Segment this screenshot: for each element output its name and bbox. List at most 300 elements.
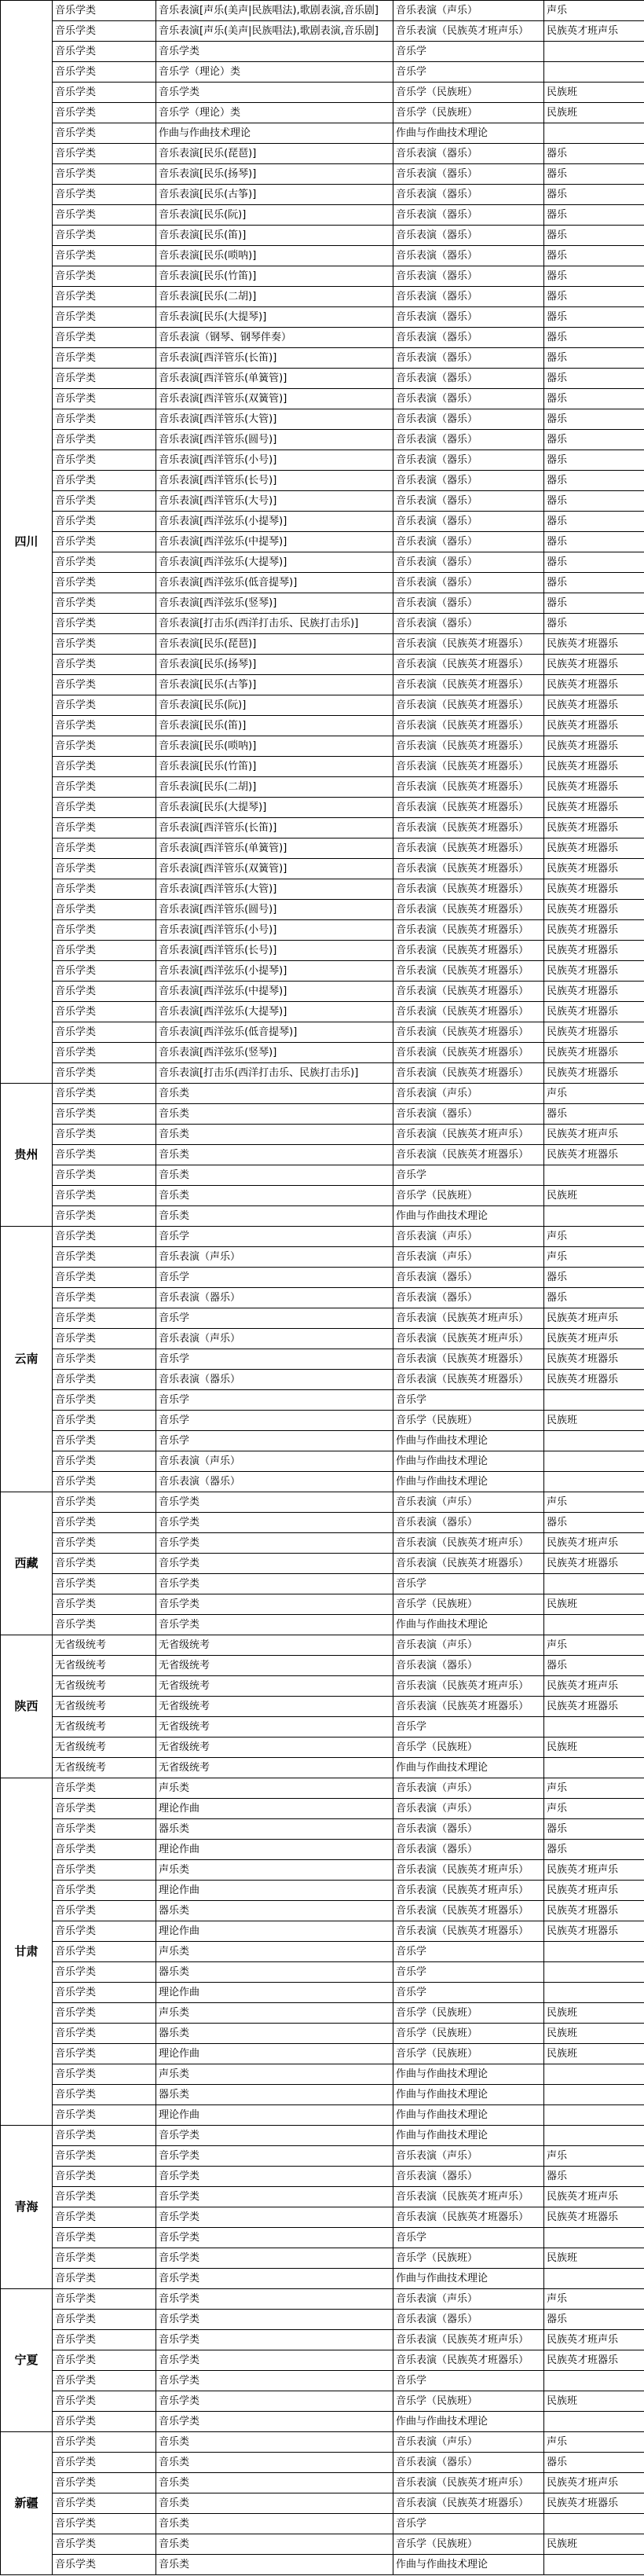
table-row — [1, 982, 644, 1002]
direction-cell — [544, 2105, 644, 2126]
major-cell: 作曲与作曲技术理论 — [393, 2126, 544, 2146]
exam-category-cell: 音乐学类 — [53, 2126, 156, 2146]
exam-category-cell: 音乐学类 — [53, 573, 156, 593]
table-row — [1, 328, 644, 348]
exam-category-cell: 音乐学类 — [53, 736, 156, 757]
exam-subject-cell: 音乐学类 — [156, 1513, 393, 1533]
major-cell: 音乐学 — [393, 1390, 544, 1411]
table-row — [1, 1962, 644, 1983]
table-row — [1, 1, 644, 21]
major-cell: 音乐表演（民族英才班器乐） — [393, 2493, 544, 2514]
major-cell: 音乐表演（器乐） — [393, 1104, 544, 1125]
exam-category-cell: 音乐学类 — [53, 2330, 156, 2350]
exam-subject-cell: 音乐表演[西洋管乐(圆号)] — [156, 430, 393, 450]
table-row — [1, 369, 644, 389]
province-cell: 甘肃 — [1, 1778, 53, 2126]
major-cell: 音乐表演（器乐） — [393, 1288, 544, 1308]
major-cell: 音乐表演（器乐） — [393, 409, 544, 430]
exam-category-cell: 音乐学类 — [53, 1881, 156, 1901]
direction-cell: 器乐 — [544, 491, 644, 512]
direction-cell: 器乐 — [544, 552, 644, 573]
major-cell: 音乐学（民族班） — [393, 2003, 544, 2024]
direction-cell — [544, 42, 644, 62]
exam-category-cell: 音乐学类 — [53, 83, 156, 103]
exam-category-cell: 音乐学类 — [53, 879, 156, 900]
exam-subject-cell: 音乐表演（钢琴、钢琴伴奏） — [156, 328, 393, 348]
major-cell: 音乐表演（器乐） — [393, 369, 544, 389]
direction-cell: 器乐 — [544, 185, 644, 205]
exam-category-cell: 音乐学类 — [53, 2493, 156, 2514]
direction-cell: 器乐 — [544, 1819, 644, 1840]
major-cell: 音乐表演（民族英才班器乐） — [393, 777, 544, 798]
major-cell: 音乐表演（民族英才班器乐） — [393, 1063, 544, 1084]
table-row — [1, 1206, 644, 1227]
major-cell: 音乐表演（民族英才班器乐） — [393, 2207, 544, 2228]
direction-cell: 民族英才班器乐 — [544, 655, 644, 675]
exam-subject-cell: 声乐类 — [156, 2003, 393, 2024]
exam-subject-cell: 音乐表演[民乐(琵琶)] — [156, 634, 393, 655]
table-row — [1, 2350, 644, 2371]
exam-category-cell: 音乐学类 — [53, 1043, 156, 1063]
exam-subject-cell: 音乐表演[声乐(美声|民族唱法),歌剧表演,音乐剧] — [156, 1, 393, 21]
exam-category-cell: 音乐学类 — [53, 900, 156, 920]
province-cell: 青海 — [1, 2126, 53, 2289]
major-cell: 作曲与作曲技术理论 — [393, 1758, 544, 1778]
exam-category-cell: 音乐学类 — [53, 450, 156, 471]
direction-cell: 民族班 — [544, 1738, 644, 1758]
major-cell: 音乐表演（器乐） — [393, 246, 544, 266]
table-row — [1, 2534, 644, 2555]
major-cell: 音乐表演（民族英才班器乐） — [393, 859, 544, 879]
exam-subject-cell: 音乐表演[西洋弦乐(低音提琴)] — [156, 573, 393, 593]
exam-subject-cell: 音乐类 — [156, 2534, 393, 2555]
exam-category-cell: 音乐学类 — [53, 307, 156, 328]
direction-cell — [544, 1451, 644, 1472]
exam-subject-cell: 音乐表演[民乐(扬琴)] — [156, 655, 393, 675]
direction-cell: 民族英才班器乐 — [544, 1697, 644, 1717]
exam-subject-cell: 无省级统考 — [156, 1676, 393, 1697]
exam-category-cell: 音乐学类 — [53, 1165, 156, 1186]
exam-subject-cell: 音乐学类 — [156, 2187, 393, 2207]
exam-category-cell: 无省级统考 — [53, 1676, 156, 1697]
exam-category-cell: 音乐学类 — [53, 1962, 156, 1983]
province-cell: 陕西 — [1, 1635, 53, 1778]
major-cell: 音乐表演（声乐） — [393, 1247, 544, 1268]
exam-subject-cell: 音乐表演[西洋管乐(双簧管)] — [156, 389, 393, 409]
exam-subject-cell: 音乐类 — [156, 2432, 393, 2453]
direction-cell: 民族英才班器乐 — [544, 818, 644, 838]
direction-cell — [544, 2412, 644, 2432]
table-row — [1, 1738, 644, 1758]
major-cell: 音乐表演（器乐） — [393, 614, 544, 634]
exam-subject-cell: 理论作曲 — [156, 1840, 393, 1860]
major-cell: 音乐表演（器乐） — [393, 593, 544, 614]
table-row — [1, 2330, 644, 2350]
major-cell: 音乐表演（民族英才班声乐） — [393, 2187, 544, 2207]
exam-subject-cell: 音乐类 — [156, 1104, 393, 1125]
major-cell: 音乐表演（民族英才班器乐） — [393, 798, 544, 818]
direction-cell: 声乐 — [544, 2432, 644, 2453]
exam-subject-cell: 音乐表演[西洋弦乐(低音提琴)] — [156, 1022, 393, 1043]
direction-cell: 民族英才班声乐 — [544, 1125, 644, 1145]
exam-subject-cell: 音乐学类 — [156, 2269, 393, 2289]
exam-subject-cell: 音乐表演[民乐(琵琶)] — [156, 144, 393, 164]
table-row — [1, 1881, 644, 1901]
major-cell: 音乐学 — [393, 62, 544, 83]
direction-cell: 民族英才班器乐 — [544, 1063, 644, 1084]
major-cell: 作曲与作曲技术理论 — [393, 2412, 544, 2432]
exam-category-cell: 音乐学类 — [53, 2514, 156, 2534]
exam-category-cell: 音乐学类 — [53, 777, 156, 798]
table-row — [1, 1819, 644, 1840]
table-row — [1, 2371, 644, 2391]
exam-subject-cell: 理论作曲 — [156, 1881, 393, 1901]
direction-cell: 器乐 — [544, 348, 644, 369]
province-cell: 宁夏 — [1, 2289, 53, 2432]
exam-subject-cell: 音乐表演[西洋弦乐(小提琴)] — [156, 512, 393, 532]
direction-cell — [544, 1942, 644, 1962]
exam-category-cell: 音乐学类 — [53, 123, 156, 144]
exam-category-cell: 音乐学类 — [53, 185, 156, 205]
direction-cell — [544, 2064, 644, 2085]
direction-cell: 声乐 — [544, 1, 644, 21]
exam-subject-cell: 器乐类 — [156, 1819, 393, 1840]
major-cell: 音乐表演（民族英才班器乐） — [393, 1921, 544, 1942]
table-row — [1, 941, 644, 961]
table-row — [1, 1758, 644, 1778]
major-cell: 音乐表演（声乐） — [393, 1084, 544, 1104]
major-cell: 音乐学 — [393, 2228, 544, 2248]
table-row — [1, 21, 644, 42]
major-cell: 音乐表演（民族英才班声乐） — [393, 21, 544, 42]
table-row — [1, 634, 644, 655]
direction-cell: 器乐 — [544, 471, 644, 491]
major-cell: 音乐表演（声乐） — [393, 1227, 544, 1247]
table-row — [1, 246, 644, 266]
exam-category-cell: 音乐学类 — [53, 1390, 156, 1411]
major-cell: 音乐表演（器乐） — [393, 2453, 544, 2473]
table-row — [1, 512, 644, 532]
exam-category-cell: 音乐学类 — [53, 2391, 156, 2412]
direction-cell: 器乐 — [544, 1513, 644, 1533]
direction-cell — [544, 1165, 644, 1186]
exam-subject-cell: 音乐学类 — [156, 1594, 393, 1615]
exam-category-cell: 音乐学类 — [53, 675, 156, 695]
table-row — [1, 2248, 644, 2269]
table-row — [1, 1533, 644, 1554]
direction-cell: 民族英才班声乐 — [544, 1881, 644, 1901]
exam-category-cell: 音乐学类 — [53, 818, 156, 838]
exam-category-cell: 音乐学类 — [53, 2228, 156, 2248]
exam-subject-cell: 音乐表演[西洋管乐(小号)] — [156, 920, 393, 941]
exam-category-cell: 无省级统考 — [53, 1758, 156, 1778]
major-cell: 音乐学（民族班） — [393, 1738, 544, 1758]
table-row — [1, 614, 644, 634]
direction-cell: 民族班 — [544, 83, 644, 103]
table-row — [1, 1043, 644, 1063]
direction-cell: 民族英才班声乐 — [544, 1860, 644, 1881]
table-row — [1, 2473, 644, 2493]
exam-category-cell: 音乐学类 — [53, 266, 156, 287]
exam-subject-cell: 音乐表演（声乐） — [156, 1247, 393, 1268]
major-cell: 音乐学 — [393, 1983, 544, 2003]
major-cell: 音乐表演（民族英才班声乐） — [393, 1533, 544, 1554]
exam-category-cell: 音乐学类 — [53, 2146, 156, 2167]
exam-subject-cell: 音乐表演[西洋管乐(圆号)] — [156, 900, 393, 920]
exam-subject-cell: 音乐表演[民乐(大提琴)] — [156, 798, 393, 818]
exam-subject-cell: 音乐学类 — [156, 2330, 393, 2350]
exam-category-cell: 音乐学类 — [53, 1349, 156, 1370]
exam-subject-cell: 音乐学类 — [156, 2228, 393, 2248]
exam-category-cell: 音乐学类 — [53, 695, 156, 716]
exam-subject-cell: 音乐表演[西洋管乐(单簧管)] — [156, 838, 393, 859]
exam-category-cell: 音乐学类 — [53, 2555, 156, 2575]
exam-subject-cell: 音乐表演（器乐） — [156, 1370, 393, 1390]
exam-subject-cell: 音乐表演（声乐） — [156, 1329, 393, 1349]
major-cell: 音乐表演（民族英才班器乐） — [393, 757, 544, 777]
exam-category-cell: 无省级统考 — [53, 1635, 156, 1656]
direction-cell: 器乐 — [544, 430, 644, 450]
table-row — [1, 1411, 644, 1431]
exam-subject-cell: 音乐表演[西洋弦乐(中提琴)] — [156, 982, 393, 1002]
major-cell: 音乐学（民族班） — [393, 83, 544, 103]
exam-subject-cell: 音乐表演[西洋弦乐(大提琴)] — [156, 552, 393, 573]
exam-category-cell: 音乐学类 — [53, 2310, 156, 2330]
exam-subject-cell: 音乐学类 — [156, 2371, 393, 2391]
table-row — [1, 2412, 644, 2432]
major-cell: 音乐学 — [393, 1962, 544, 1983]
exam-category-cell: 音乐学类 — [53, 1104, 156, 1125]
direction-cell: 民族英才班器乐 — [544, 695, 644, 716]
direction-cell: 器乐 — [544, 226, 644, 246]
exam-category-cell: 音乐学类 — [53, 1431, 156, 1451]
major-cell: 音乐表演（器乐） — [393, 2310, 544, 2330]
major-cell: 音乐表演（器乐） — [393, 328, 544, 348]
exam-subject-cell: 音乐表演[西洋管乐(大号)] — [156, 491, 393, 512]
exam-subject-cell: 音乐表演[声乐(美声|民族唱法),歌剧表演,音乐剧] — [156, 21, 393, 42]
exam-subject-cell: 音乐学类 — [156, 2207, 393, 2228]
exam-category-cell: 音乐学类 — [53, 1615, 156, 1635]
exam-subject-cell: 音乐学类 — [156, 2391, 393, 2412]
exam-subject-cell: 音乐类 — [156, 1084, 393, 1104]
direction-cell: 民族英才班声乐 — [544, 1676, 644, 1697]
exam-subject-cell: 音乐表演[民乐(唢呐)] — [156, 246, 393, 266]
direction-cell: 民族英才班声乐 — [544, 21, 644, 42]
exam-subject-cell: 音乐学 — [156, 1227, 393, 1247]
major-cell: 音乐表演（民族英才班器乐） — [393, 1002, 544, 1022]
direction-cell: 民族英才班器乐 — [544, 1043, 644, 1063]
table-row — [1, 879, 644, 900]
table-row — [1, 1227, 644, 1247]
direction-cell: 民族英才班声乐 — [544, 2187, 644, 2207]
direction-cell: 声乐 — [544, 2146, 644, 2167]
major-cell: 音乐表演（民族英才班器乐） — [393, 982, 544, 1002]
table-row — [1, 961, 644, 982]
major-cell: 音乐表演（器乐） — [393, 552, 544, 573]
table-row — [1, 2432, 644, 2453]
exam-subject-cell: 理论作曲 — [156, 1799, 393, 1819]
table-row — [1, 2126, 644, 2146]
exam-subject-cell: 音乐类 — [156, 2473, 393, 2493]
exam-category-cell: 音乐学类 — [53, 2105, 156, 2126]
exam-subject-cell: 音乐表演[民乐(笛)] — [156, 716, 393, 736]
exam-category-cell: 音乐学类 — [53, 798, 156, 818]
exam-category-cell: 音乐学类 — [53, 1329, 156, 1349]
table-row — [1, 2105, 644, 2126]
exam-subject-cell: 作曲与作曲技术理论 — [156, 123, 393, 144]
direction-cell — [544, 2371, 644, 2391]
exam-category-cell: 音乐学类 — [53, 1983, 156, 2003]
table-row — [1, 2167, 644, 2187]
table-row — [1, 859, 644, 879]
major-cell: 音乐表演（民族英才班器乐） — [393, 1145, 544, 1165]
direction-cell: 民族英才班器乐 — [544, 798, 644, 818]
major-cell: 音乐表演（器乐） — [393, 205, 544, 226]
table-row — [1, 532, 644, 552]
direction-cell: 民族英才班器乐 — [544, 634, 644, 655]
table-row — [1, 1390, 644, 1411]
direction-cell: 器乐 — [544, 328, 644, 348]
table-row — [1, 2493, 644, 2514]
direction-cell: 器乐 — [544, 512, 644, 532]
direction-cell — [544, 2126, 644, 2146]
major-cell: 音乐表演（器乐） — [393, 430, 544, 450]
major-cell: 音乐学（民族班） — [393, 1594, 544, 1615]
direction-cell — [544, 1717, 644, 1738]
table-row — [1, 2310, 644, 2330]
exam-category-cell: 音乐学类 — [53, 287, 156, 307]
exam-category-cell: 音乐学类 — [53, 1594, 156, 1615]
exam-category-cell: 音乐学类 — [53, 1145, 156, 1165]
exam-subject-cell: 音乐表演[西洋管乐(大管)] — [156, 409, 393, 430]
exam-category-cell: 音乐学类 — [53, 1186, 156, 1206]
province-cell: 新疆 — [1, 2432, 53, 2575]
exam-category-cell: 音乐学类 — [53, 1022, 156, 1043]
exam-subject-cell: 音乐表演[民乐(阮)] — [156, 205, 393, 226]
province-cell: 云南 — [1, 1227, 53, 1492]
major-cell: 音乐学（民族班） — [393, 103, 544, 123]
major-cell: 音乐表演（器乐） — [393, 1840, 544, 1860]
exam-subject-cell: 音乐表演[打击乐(西洋打击乐、民族打击乐)] — [156, 614, 393, 634]
exam-category-cell: 音乐学类 — [53, 1451, 156, 1472]
direction-cell: 民族英才班器乐 — [544, 777, 644, 798]
table-row — [1, 1574, 644, 1594]
exam-subject-cell: 理论作曲 — [156, 2105, 393, 2126]
table-row — [1, 2391, 644, 2412]
direction-cell: 器乐 — [544, 1656, 644, 1676]
direction-cell: 器乐 — [544, 205, 644, 226]
major-cell: 音乐表演（民族英才班器乐） — [393, 655, 544, 675]
direction-cell: 声乐 — [544, 1799, 644, 1819]
table-row — [1, 2085, 644, 2105]
major-cell: 作曲与作曲技术理论 — [393, 1615, 544, 1635]
major-cell: 音乐学 — [393, 1717, 544, 1738]
major-cell: 音乐学（民族班） — [393, 2391, 544, 2412]
direction-cell: 民族英才班器乐 — [544, 1002, 644, 1022]
exam-subject-cell: 无省级统考 — [156, 1656, 393, 1676]
exam-category-cell: 音乐学类 — [53, 2003, 156, 2024]
exam-category-cell: 音乐学类 — [53, 1002, 156, 1022]
table-row — [1, 62, 644, 83]
major-cell: 作曲与作曲技术理论 — [393, 2555, 544, 2575]
major-cell: 音乐表演（民族英才班声乐） — [393, 1308, 544, 1329]
exam-category-cell: 音乐学类 — [53, 982, 156, 1002]
direction-cell — [544, 2269, 644, 2289]
direction-cell: 器乐 — [544, 246, 644, 266]
major-cell: 音乐表演（器乐） — [393, 1268, 544, 1288]
table-row — [1, 1145, 644, 1165]
exam-category-cell: 音乐学类 — [53, 1554, 156, 1574]
table-row — [1, 1983, 644, 2003]
direction-cell: 声乐 — [544, 1778, 644, 1799]
exam-subject-cell: 音乐表演[民乐(古筝)] — [156, 675, 393, 695]
exam-category-cell: 音乐学类 — [53, 1247, 156, 1268]
major-cell: 音乐表演（器乐） — [393, 573, 544, 593]
table-row — [1, 1901, 644, 1921]
major-cell: 音乐表演（声乐） — [393, 1799, 544, 1819]
direction-cell: 民族英才班器乐 — [544, 1921, 644, 1942]
exam-category-cell: 音乐学类 — [53, 1513, 156, 1533]
direction-cell: 声乐 — [544, 1635, 644, 1656]
major-cell: 音乐表演（民族英才班声乐） — [393, 2473, 544, 2493]
major-cell: 作曲与作曲技术理论 — [393, 2269, 544, 2289]
direction-cell: 民族班 — [544, 1186, 644, 1206]
exam-category-cell: 音乐学类 — [53, 1, 156, 21]
table-row — [1, 389, 644, 409]
major-cell: 音乐表演（器乐） — [393, 266, 544, 287]
exam-subject-cell: 音乐类 — [156, 2453, 393, 2473]
direction-cell: 民族班 — [544, 2003, 644, 2024]
table-row — [1, 1717, 644, 1738]
table-row — [1, 1942, 644, 1962]
major-cell: 音乐学 — [393, 2514, 544, 2534]
major-cell: 音乐表演（民族英才班器乐） — [393, 1554, 544, 1574]
exam-category-cell: 音乐学类 — [53, 42, 156, 62]
table-row — [1, 1349, 644, 1370]
exam-subject-cell: 音乐类 — [156, 2493, 393, 2514]
direction-cell: 民族英才班器乐 — [544, 1022, 644, 1043]
major-cell: 音乐学（民族班） — [393, 2024, 544, 2044]
direction-cell: 声乐 — [544, 1084, 644, 1104]
exam-category-cell: 音乐学类 — [53, 2207, 156, 2228]
exam-category-cell: 音乐学类 — [53, 2044, 156, 2064]
table-row — [1, 818, 644, 838]
major-cell: 音乐表演（民族英才班器乐） — [393, 900, 544, 920]
table-row — [1, 1431, 644, 1451]
table-row — [1, 920, 644, 941]
exam-category-cell: 音乐学类 — [53, 2289, 156, 2310]
exam-subject-cell: 音乐类 — [156, 1165, 393, 1186]
exam-subject-cell: 音乐表演[民乐(扬琴)] — [156, 164, 393, 185]
exam-subject-cell: 音乐学 — [156, 1390, 393, 1411]
major-cell: 音乐表演（民族英才班器乐） — [393, 1901, 544, 1921]
direction-cell: 器乐 — [544, 1288, 644, 1308]
exam-category-cell: 音乐学类 — [53, 2371, 156, 2391]
major-cell: 音乐表演（器乐） — [393, 471, 544, 491]
exam-category-cell: 音乐学类 — [53, 1084, 156, 1104]
direction-cell: 民族班 — [544, 1411, 644, 1431]
direction-cell: 民族英才班器乐 — [544, 1901, 644, 1921]
direction-cell — [544, 2228, 644, 2248]
major-cell: 音乐表演（器乐） — [393, 185, 544, 205]
major-cell: 音乐表演（民族英才班器乐） — [393, 695, 544, 716]
direction-cell — [544, 1431, 644, 1451]
exam-subject-cell: 音乐学类 — [156, 1554, 393, 1574]
direction-cell — [544, 1983, 644, 2003]
major-cell: 音乐表演（器乐） — [393, 532, 544, 552]
major-cell: 音乐表演（民族英才班器乐） — [393, 634, 544, 655]
table-row — [1, 552, 644, 573]
